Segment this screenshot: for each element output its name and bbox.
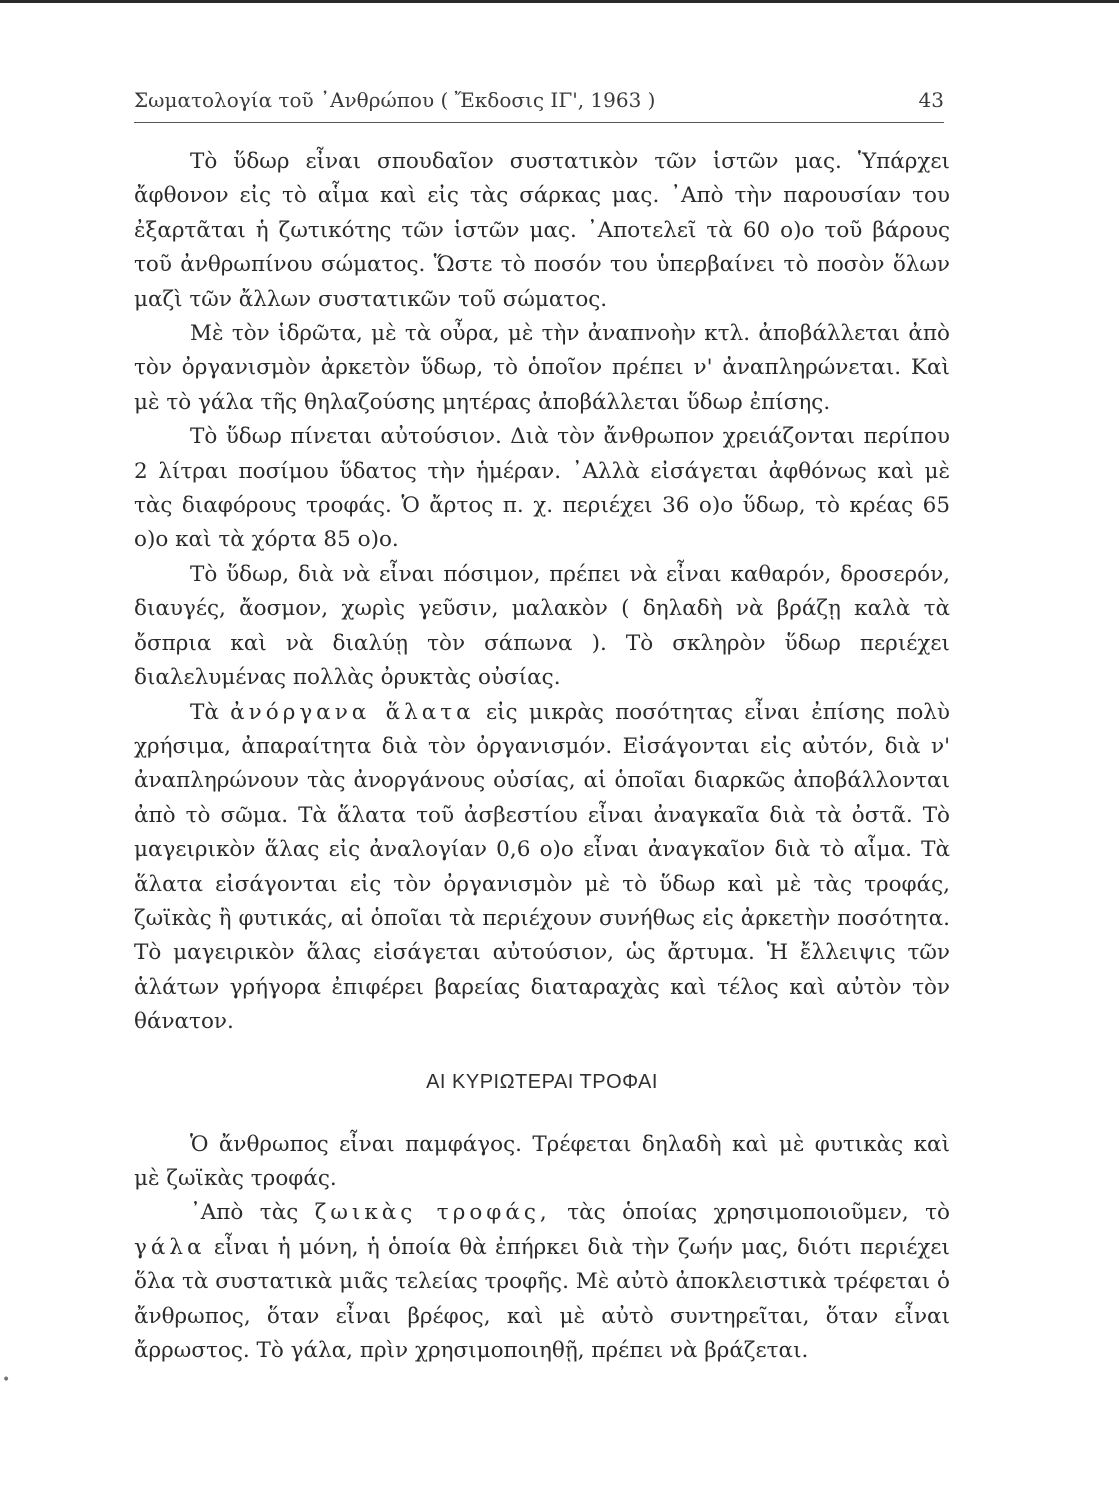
p7-lead: ᾿Απὸ τὰς [190,1200,299,1226]
page-number: 43 [918,88,944,112]
section-heading: ΑΙ ΚΥΡΙΩΤΕΡΑΙ ΤΡΟΦΑΙ [426,1070,658,1093]
paragraph-omnivore: Ὁ ἄνθρωπος εἶναι παμφάγος. Τρέφεται δηλαδὴ καὶ μὲ φυτικὰς καὶ μὲ ζωϊκὰς τροφάς. [134,1131,950,1191]
p7-spaced-term-1: ζωικὰς τροφάς, [314,1200,551,1226]
scan-top-edge [0,0,1119,3]
scan-margin-mark: • [2,1372,11,1388]
p5-lead: Τὰ [190,699,219,725]
paragraph-inorganic-salts [134,696,950,1040]
paragraph-water-intake: Τὸ ὕδωρ πίνεται αὐτούσιον. Διὰ τὸν ἄνθρωπον χρειάζονται περίπου 2 λίτραι ποσίμου ὕδατος τὴν ἡμέραν. ᾿Αλλὰ εἰσάγεται ἀφθόνως καὶ μὲ τὰς διαφόρους τροφάς. Ὁ ἄρτος π. χ. περιέχει 36 ο)ο ὕδωρ, τὸ κρέας 65 ο)ο καὶ τὰ χόρτα 85 ο)ο. [134,424,950,553]
p5-rest: εἰς μικρὰς ποσότητας εἶναι ἐπίσης πολὺ χρήσιμα, ἀπαραίτητα διὰ τὸν ὀργανισμόν. Εἰσάγονται εἰς αὐτόν, διὰ ν' ἀναπληρώνουν τὰς ἀνοργάνους οὐσίας, αἱ ὁποῖαι διαρκῶς ἀποβάλλονται ἀπὸ τὸ σῶμα. Τὰ ἅλατα τοῦ ἀσβεστίου εἶναι ἀναγκαῖα διὰ τὰ ὀστᾶ. Τὸ μαγειρικὸν ἅλας εἰς ἀναλογίαν 0,6 ο)ο εἶναι ἀναγκαῖον διὰ τὸ αἷμα. Τὰ ἅλατα εἰσάγονται εἰς τὸν ὀργανισμὸν μὲ τὸ ὕδωρ καὶ μὲ τὰς τροφάς, ζωϊκὰς ἢ φυτικάς, αἱ ὁποῖαι τὰ περιέχουν συνήθως εἰς ἀρκετὴν ποσότητα. Τὸ μαγειρικὸν ἅλας εἰσάγεται αὐτούσιον, ὡς ἄρτυμα. Ἡ ἔλλειψις τῶν ἁλάτων γρήγορα ἐπιφέρει βαρείας διαταραχὰς καὶ τέλος καὶ αὐτὸν τὸν θάνατον. [134,699,950,1035]
p7-rest: εἶναι ἡ μόνη, ἡ ὁποία θὰ ἐπήρκει διὰ τὴν ζωήν μας, διότι περιέχει ὅλα τὰ συστατικὰ μιᾶς τελείας τροφῆς. Μὲ αὐτὸ ἀποκλειστικὰ τρέφεται ὁ ἄνθρωπος, ὅταν εἶναι βρέφος, καὶ μὲ αὐτὸ συντηρεῖται, ὅταν εἶναι ἄρρωστος. Τὸ γάλα, πρὶν χρησιμοποιηθῇ, πρέπει νὰ βράζεται. [134,1234,950,1363]
running-header-title: Σωματολογία τοῦ ᾿Ανθρώπου ( Ἔκδοσις ΙΓ', 1963 ) [134,88,656,112]
paragraph-animal-foods [134,1196,950,1368]
paragraph-water-importance: Τὸ ὕδωρ εἶναι σπουδαῖον συστατικὸν τῶν ἱστῶν μας. Ὑπάρχει ἄφθονον εἰς τὸ αἷμα καὶ εἰς τὰς σάρκας μας. ᾿Απὸ τὴν παρουσίαν του ἐξαρτᾶται ἡ ζωτικότης τῶν ἱστῶν μας. ᾿Αποτελεῖ τὰ 60 ο)ο τοῦ βάρους τοῦ ἀνθρωπίνου σώματος. Ὥστε τὸ ποσόν του ὑπερβαίνει τὸ ποσὸν ὅλων μαζὶ τῶν ἄλλων συστατικῶν τοῦ σώματος. [134,149,950,312]
p7-mid: τὰς ὁποίας χρησιμοποιοῦμεν, τὸ [567,1200,950,1226]
paragraph-water-loss: Μὲ τὸν ἱδρῶτα, μὲ τὰ οὖρα, μὲ τὴν ἀναπνοὴν κτλ. ἀποβάλλεται ἀπὸ τὸν ὀργανισμὸν ἀρκετὸν ὕδωρ, τὸ ὁποῖον πρέπει ν' ἀναπληρώνεται. Καὶ μὲ τὸ γάλα τῆς θηλαζούσης μητέρας ἀποβάλλεται ὕδωρ ἐπίσης. [134,321,950,415]
paragraph-potable-water: Τὸ ὕδωρ, διὰ νὰ εἶναι πόσιμον, πρέπει νὰ εἶναι καθαρόν, δροσερόν, διαυγές, ἄοσμον, χωρὶς γεῦσιν, μαλακὸν ( δηλαδὴ νὰ βράζῃ καλὰ τὰ ὄσπρια καὶ νὰ διαλύῃ τὸν σάπωνα ). Τὸ σκληρὸν ὕδωρ περιέχει διαλελυμένας πολλὰς ὀρυκτὰς οὐσίας. [134,561,950,691]
running-header [134,86,944,123]
p5-spaced-term: ἀνόργανα ἅλατα [230,699,475,725]
p7-spaced-term-2: γάλα [134,1234,206,1260]
body-text [134,145,950,1368]
